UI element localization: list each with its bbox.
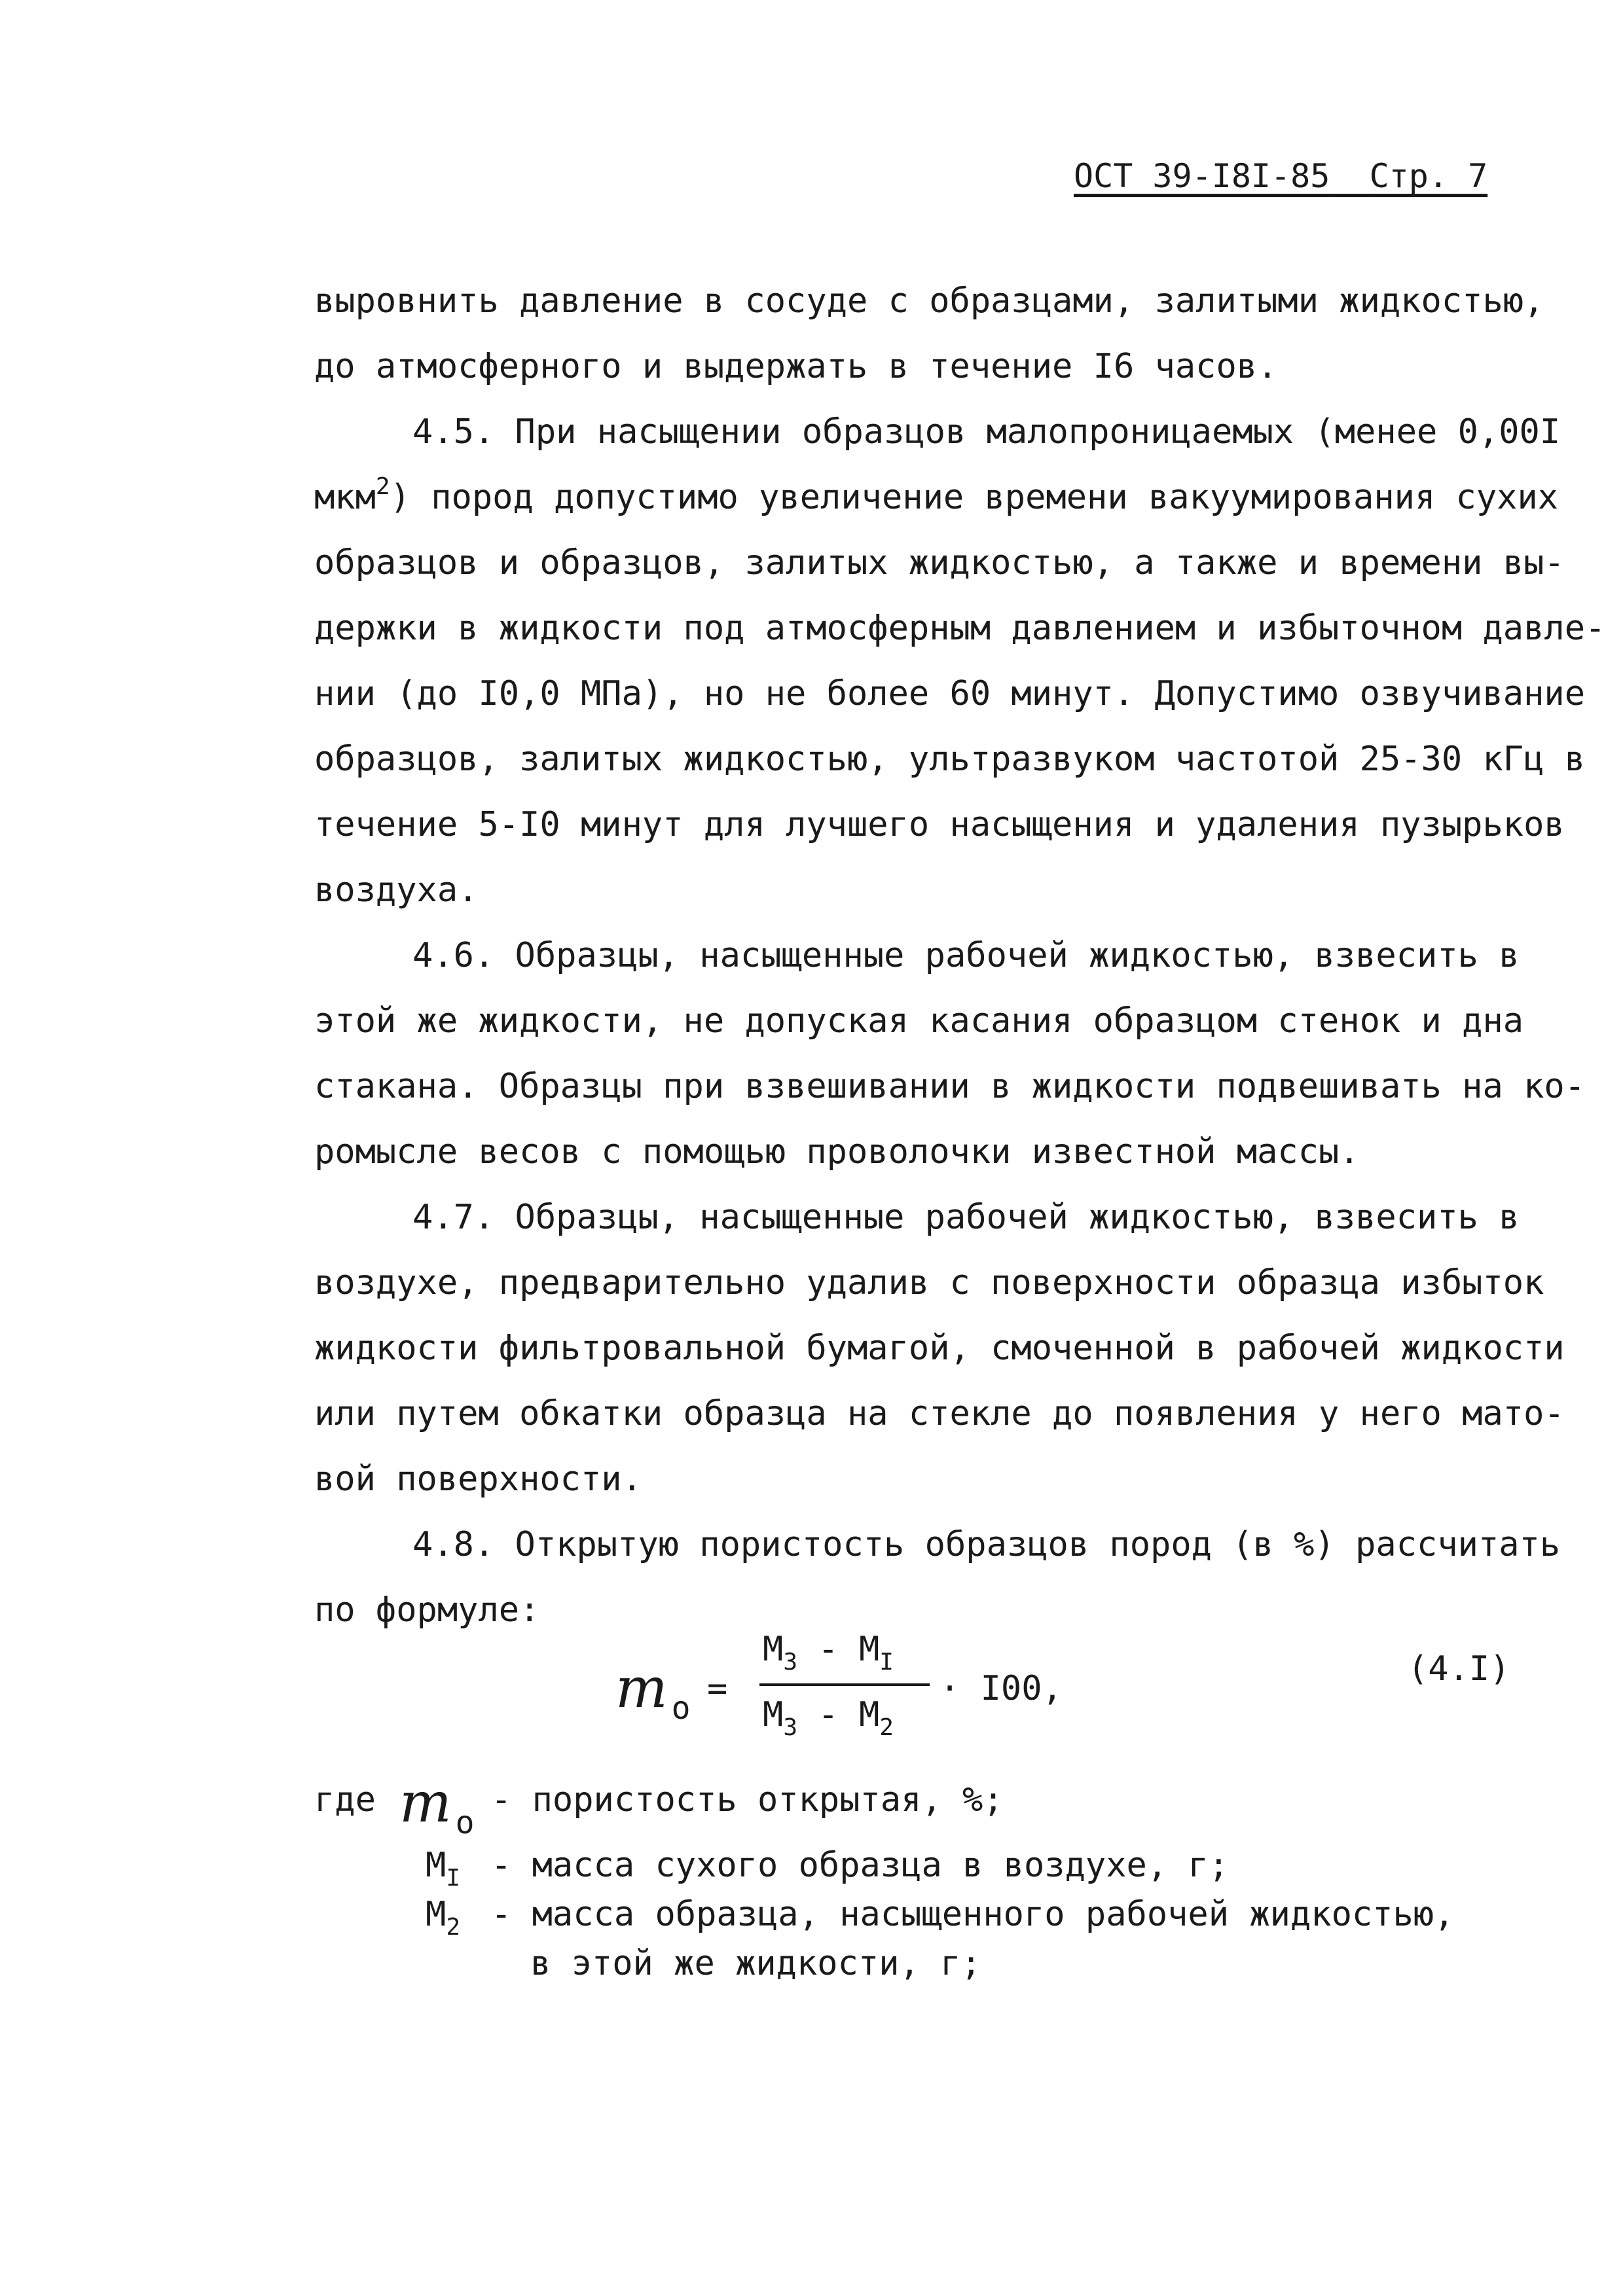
text-line: образцов, залитых жидкостью, ультразвуком частотой 25-30 кГц в (314, 740, 1586, 779)
equation-number: (4.I) (1408, 1649, 1510, 1689)
text-line: ромысле весов с помощью проволочки известной массы. (314, 1132, 1360, 1172)
text-line: течение 5-I0 минут для лучшего насыщения и удаления пузырьков (314, 805, 1565, 844)
legend-description: - масса образца, насыщенного рабочей жидкостью, (491, 1895, 1455, 1934)
formula-multiplier: · I00, (939, 1669, 1063, 1708)
standard-code: ОСТ 39-I8I-85 (1074, 157, 1330, 195)
text-line: вой поверхности. (314, 1460, 642, 1499)
text-line: стакана. Образцы при взвешивании в жидкости подвешивать на ко- (314, 1067, 1586, 1106)
page-header (1074, 157, 1487, 195)
legend-symbol: $М_I$ (426, 1846, 460, 1892)
legend-symbol: m $_о$ (399, 1770, 475, 1841)
text-line: по формуле: (314, 1590, 540, 1630)
porosity-symbol: m $_о$ (615, 1656, 691, 1727)
formula-denominator: $М_3 - М_2$ (763, 1695, 894, 1741)
superscript: 2 (375, 473, 390, 500)
legend-description: - пористость открытая, %; (491, 1780, 1004, 1820)
legend-description-continued: в этой же жидкости, г; (530, 1944, 981, 1983)
paragraph-4-6-start: 4.6. Образцы, насыщенные рабочей жидкостью, взвесить в (412, 936, 1520, 975)
formula-numerator: $М_3 - М_I$ (763, 1630, 894, 1676)
text-line: держки в жидкости под атмосферным давлением и избыточном давле- (314, 609, 1606, 648)
equals-sign: = (707, 1669, 728, 1708)
text-line: воздуха. (314, 870, 479, 910)
text-line: воздухе, предварительно удалив с поверхности образца избыток (314, 1263, 1544, 1302)
paragraph-4-8-start: 4.8. Открытую пористость образцов пород (в %) рассчитать (412, 1525, 1561, 1564)
text-line (314, 473, 1559, 517)
unit-text: мкм (314, 478, 376, 517)
paragraph-4-5-start: 4.5. При насыщении образцов малопроницаемых (менее 0,00I (412, 412, 1561, 452)
text-line: до атмосферного и выдержать в течение I6 часов. (314, 347, 1278, 386)
where-label: где (314, 1780, 376, 1820)
text-line: нии (до I0,0 МПа), но не более 60 минут. Допустимо озвучивание (314, 674, 1586, 713)
page-number: Стр. 7 (1369, 157, 1488, 195)
legend-symbol: $М_2$ (426, 1895, 460, 1941)
text-line: этой же жидкости, не допуская касания образцом стенок и дна (314, 1001, 1524, 1041)
paragraph-4-7-start: 4.7. Образцы, насыщенные рабочей жидкостью, взвесить в (412, 1198, 1520, 1237)
text-line: образцов и образцов, залитых жидкостью, а также и времени вы- (314, 543, 1565, 583)
text-line: или путем обкатки образца на стекле до появления у него мато- (314, 1394, 1565, 1433)
text-line: жидкости фильтровальной бумагой, смоченной в рабочей жидкости (314, 1329, 1565, 1368)
text-line-rest: ) пород допустимо увеличение времени вакуумирования сухих (390, 478, 1559, 517)
fraction-bar (759, 1683, 930, 1686)
legend-description: - масса сухого образца в воздухе, г; (491, 1846, 1230, 1885)
text-line: выровнить давление в сосуде с образцами, залитыми жидкостью, (314, 281, 1544, 321)
